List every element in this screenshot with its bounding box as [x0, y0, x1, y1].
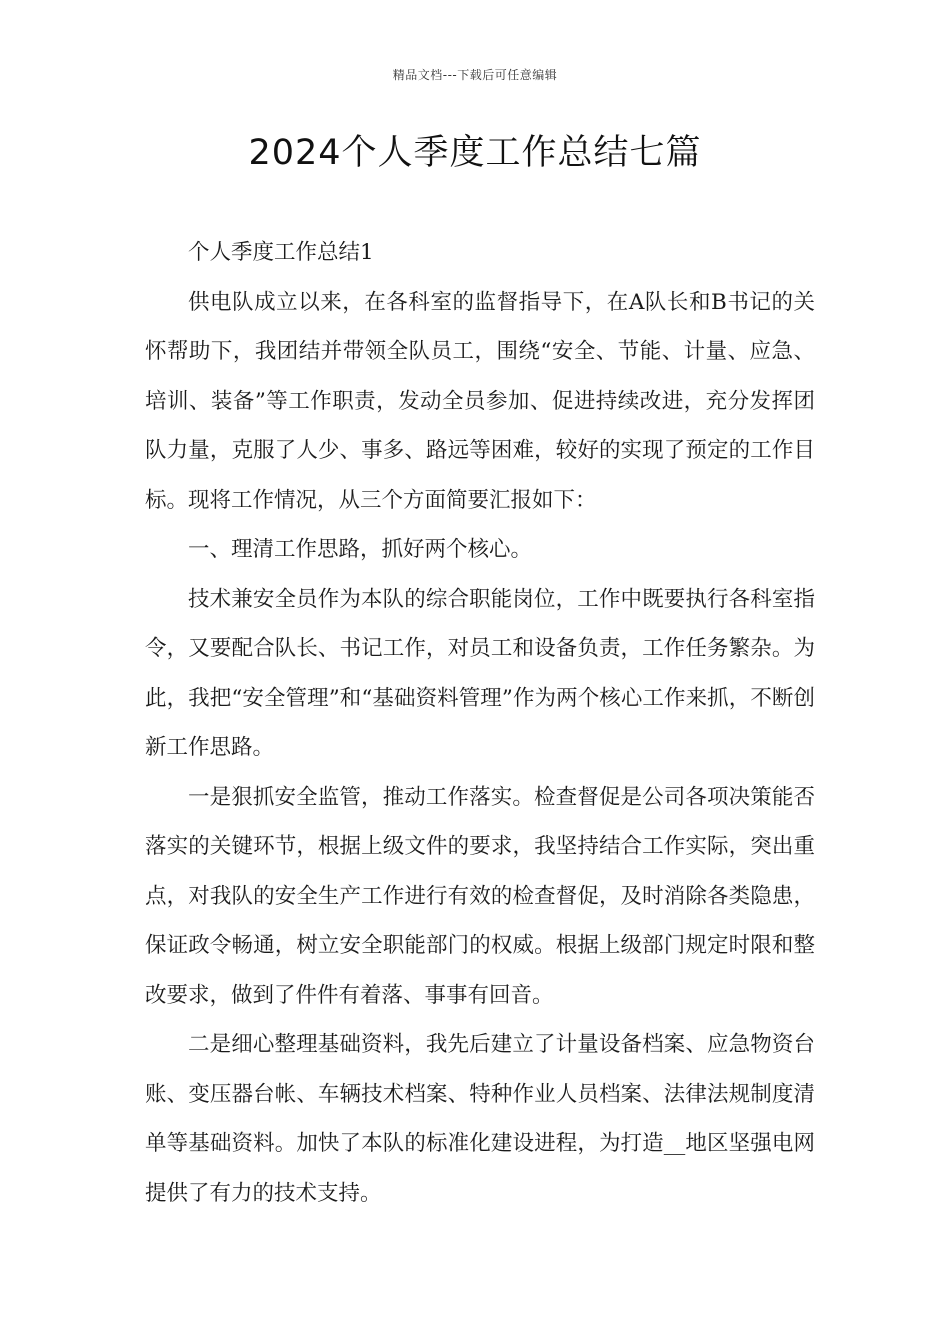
document-title: 2024个人季度工作总结七篇: [248, 133, 702, 173]
subheading: 一、理清工作思路，抓好两个核心。: [188, 537, 533, 562]
header-note: 精品文档---下载后可任意编辑: [392, 68, 558, 82]
paragraph: 二是细心整理基础资料，我先后建立了计量设备档案、应急物资台账、变压器台帐、车辆技术档案、特种作业人员档案、法律法规制度清单等基础资料。加快了本队的标准化建设进程，为打造__地区坚强电网提供了有力的技术支持。: [145, 1032, 815, 1206]
document-body: [145, 228, 815, 1218]
paragraph: 一是狠抓安全监管，推动工作落实。检查督促是公司各项决策能否落实的关键环节，根据上级文件的要求，我坚持结合工作实际，突出重点，对我队的安全生产工作进行有效的检查督促，及时消除各类隐患，保证政令畅通，树立安全职能部门的权威。根据上级部门规定时限和整改要求，做到了件件有着落、事事有回音。: [145, 784, 815, 1008]
section-heading: 个人季度工作总结1: [188, 240, 374, 265]
paragraph: 供电队成立以来，在各科室的监督指导下，在A队长和B书记的关怀帮助下，我团结并带领全队员工，围绕“安全、节能、计量、应急、培训、装备”等工作职责，发动全员参加、促进持续改进，充分发挥团队力量，克服了人少、事多、路远等困难，较好的实现了预定的工作目标。现将工作情况，从三个方面简要汇报如下：: [145, 289, 815, 513]
paragraph: 技术兼安全员作为本队的综合职能岗位，工作中既要执行各科室指令，又要配合队长、书记工作，对员工和设备负责，工作任务繁杂。为此，我把“安全管理”和“基础资料管理”作为两个核心工作来抓，不断创新工作思路。: [145, 586, 815, 760]
